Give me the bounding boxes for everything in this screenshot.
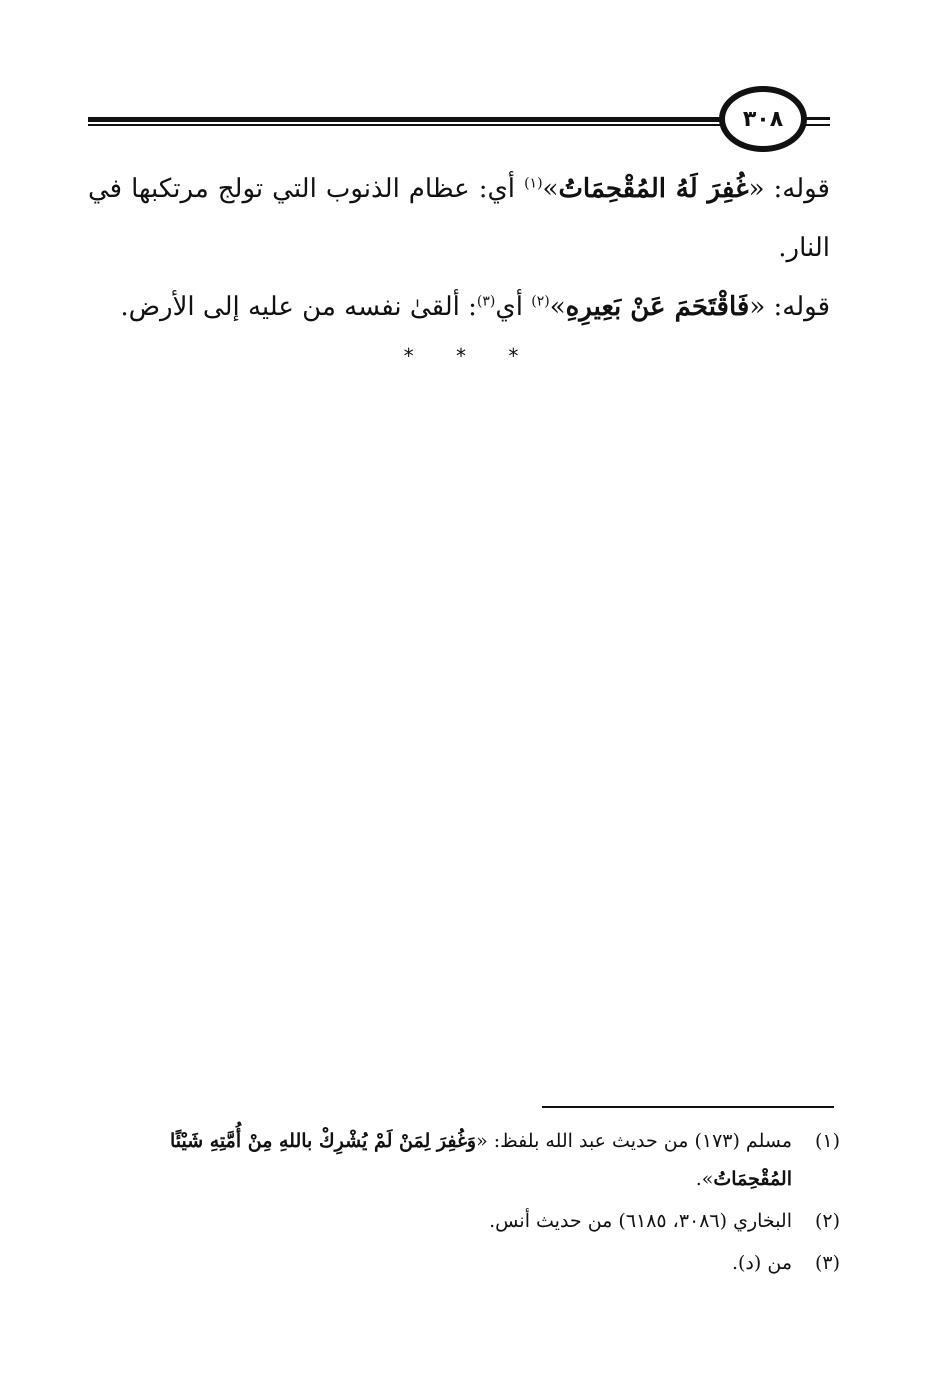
footnote-1-number: (١) (814, 1130, 840, 1152)
para2-mid: أي (495, 292, 532, 322)
para2-close: » (549, 292, 566, 322)
para2-quote: فَاقْتَحَمَ عَنْ بَعِيرِهِ (565, 292, 750, 322)
footnote-2-text: البخاري (٣٠٨٦، ٦١٨٥) من حديث أنس. (489, 1210, 792, 1232)
paragraph-1 (88, 160, 830, 278)
page-number: ٣٠٨ (742, 106, 784, 132)
footnotes (88, 1122, 840, 1286)
footnote-2-number: (٢) (814, 1210, 840, 1232)
footnote-1-quote: وَغُفِرَ لِمَنْ لَمْ يُشْرِكْ باللهِ مِنْ أُمَّتِهِ شَيْئًا المُقْحِمَاتُ (169, 1130, 792, 1190)
header-rule (88, 117, 734, 126)
para1-close: » (542, 174, 559, 204)
para1-prefix: قوله: « (748, 174, 830, 204)
paragraph-2 (88, 278, 830, 337)
footnote-1-source: مسلم (١٧٣) من حديث عبد الله بلفظ: « (476, 1130, 792, 1152)
footnote-3-text: من (د). (731, 1252, 792, 1274)
para2-rest: : ألقىٰ نفسه من عليه إلى الأرض. (120, 292, 477, 322)
footnote-3-number: (٣) (814, 1252, 840, 1274)
footnote-1 (88, 1122, 840, 1198)
footnote-1-text (88, 1122, 792, 1198)
para1-quote: غُفِرَ لَهُ المُقْحِمَاتُ (558, 174, 749, 204)
footnote-3 (88, 1244, 840, 1282)
footnote-ref-1[interactable]: (١) (524, 175, 543, 192)
main-text (88, 160, 830, 337)
footnote-divider (542, 1106, 834, 1108)
footnote-ref-3[interactable]: (٣) (476, 293, 496, 310)
footnote-ref-2[interactable]: (٢) (531, 293, 550, 310)
footnote-1-close: ». (695, 1168, 714, 1190)
para1-rest: أي: عظام الذنوب التي تولج مرتكبها في النار. (88, 174, 830, 263)
para2-prefix: قوله: « (749, 292, 830, 322)
section-separator: * * * (403, 344, 537, 368)
footnote-2 (88, 1202, 840, 1240)
page-number-badge (719, 86, 807, 152)
